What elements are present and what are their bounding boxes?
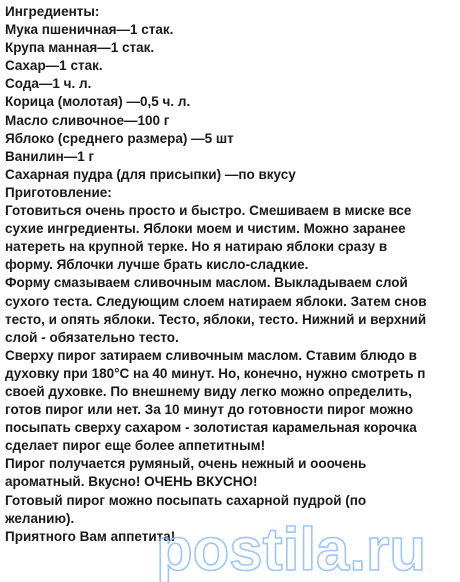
ingredient-line: Мука пшеничная—1 стак.: [5, 22, 174, 38]
preparation-line: духовку при 180°С на 40 минут. Но, конечно, нужно смотреть п: [5, 365, 426, 381]
preparation-line: ароматный. Вкусно! ОЧЕНЬ ВКУСНО!: [5, 474, 258, 490]
ingredient-line: Корица (молотая) —0,5 ч. л.: [5, 94, 191, 110]
preparation-line: своей духовке. По внешнему виду легко можно определить,: [5, 383, 412, 399]
preparation-line: готов пирог или нет. За 10 минут до готовности пирог можно: [5, 402, 414, 418]
preparation-line: желанию).: [5, 510, 75, 526]
watermark-text: postila.ru: [156, 516, 427, 582]
preparation-line: Сверху пирог затираем сливочным маслом. Ставим блюдо в: [5, 347, 417, 363]
recipe-text: [5, 3, 460, 546]
ingredient-line: Масло сливочное—100 г: [5, 112, 170, 128]
preparation-line: Форму смазываем сливочным маслом. Выкладываем слой: [5, 275, 408, 291]
ingredient-line: Сахарная пудра (для присыпки) —по вкусу: [5, 166, 296, 182]
preparation-line: Готовиться очень просто и быстро. Смешиваем в миске все: [5, 203, 412, 219]
preparation-heading: Приготовление:: [5, 184, 112, 200]
preparation-line: Готовый пирог можно посыпать сахарной пудрой (по: [5, 492, 367, 508]
closing-line: Приятного Вам аппетита!: [5, 528, 176, 544]
preparation-line: Пирог получается румяный, очень нежный и ооочень: [5, 456, 367, 472]
preparation-line: сухие ингредиенты. Яблоки моем и чистим. Можно заранее: [5, 221, 406, 237]
preparation-line: натереть на крупной терке. Но я натираю яблоки сразу в: [5, 239, 388, 255]
preparation-line: сухого теста. Следующим слоем натираем яблоки. Затем снов: [5, 293, 427, 309]
preparation-line: сделает пирог еще более аппетитным!: [5, 438, 266, 454]
ingredient-line: Сода—1 ч. л.: [5, 76, 92, 92]
ingredient-line: Яблоко (среднего размера) —5 шт: [5, 130, 234, 146]
preparation-line: посыпать сверху сахаром - золотистая карамельная корочка: [5, 420, 417, 436]
preparation-line: слой - обязательно тесто.: [5, 329, 179, 345]
ingredients-heading: Ингредиенты:: [5, 4, 100, 19]
ingredient-line: Ванилин—1 г: [5, 148, 95, 164]
preparation-line: форму. Яблочки лучше брать кисло-сладкие.: [5, 257, 309, 273]
ingredient-line: Сахар—1 стак.: [5, 58, 103, 74]
preparation-line: тесто, и опять яблоки. Тесто, яблоки, тесто. Нижний и верхний: [5, 311, 427, 327]
ingredient-line: Крупа манная—1 стак.: [5, 40, 155, 56]
